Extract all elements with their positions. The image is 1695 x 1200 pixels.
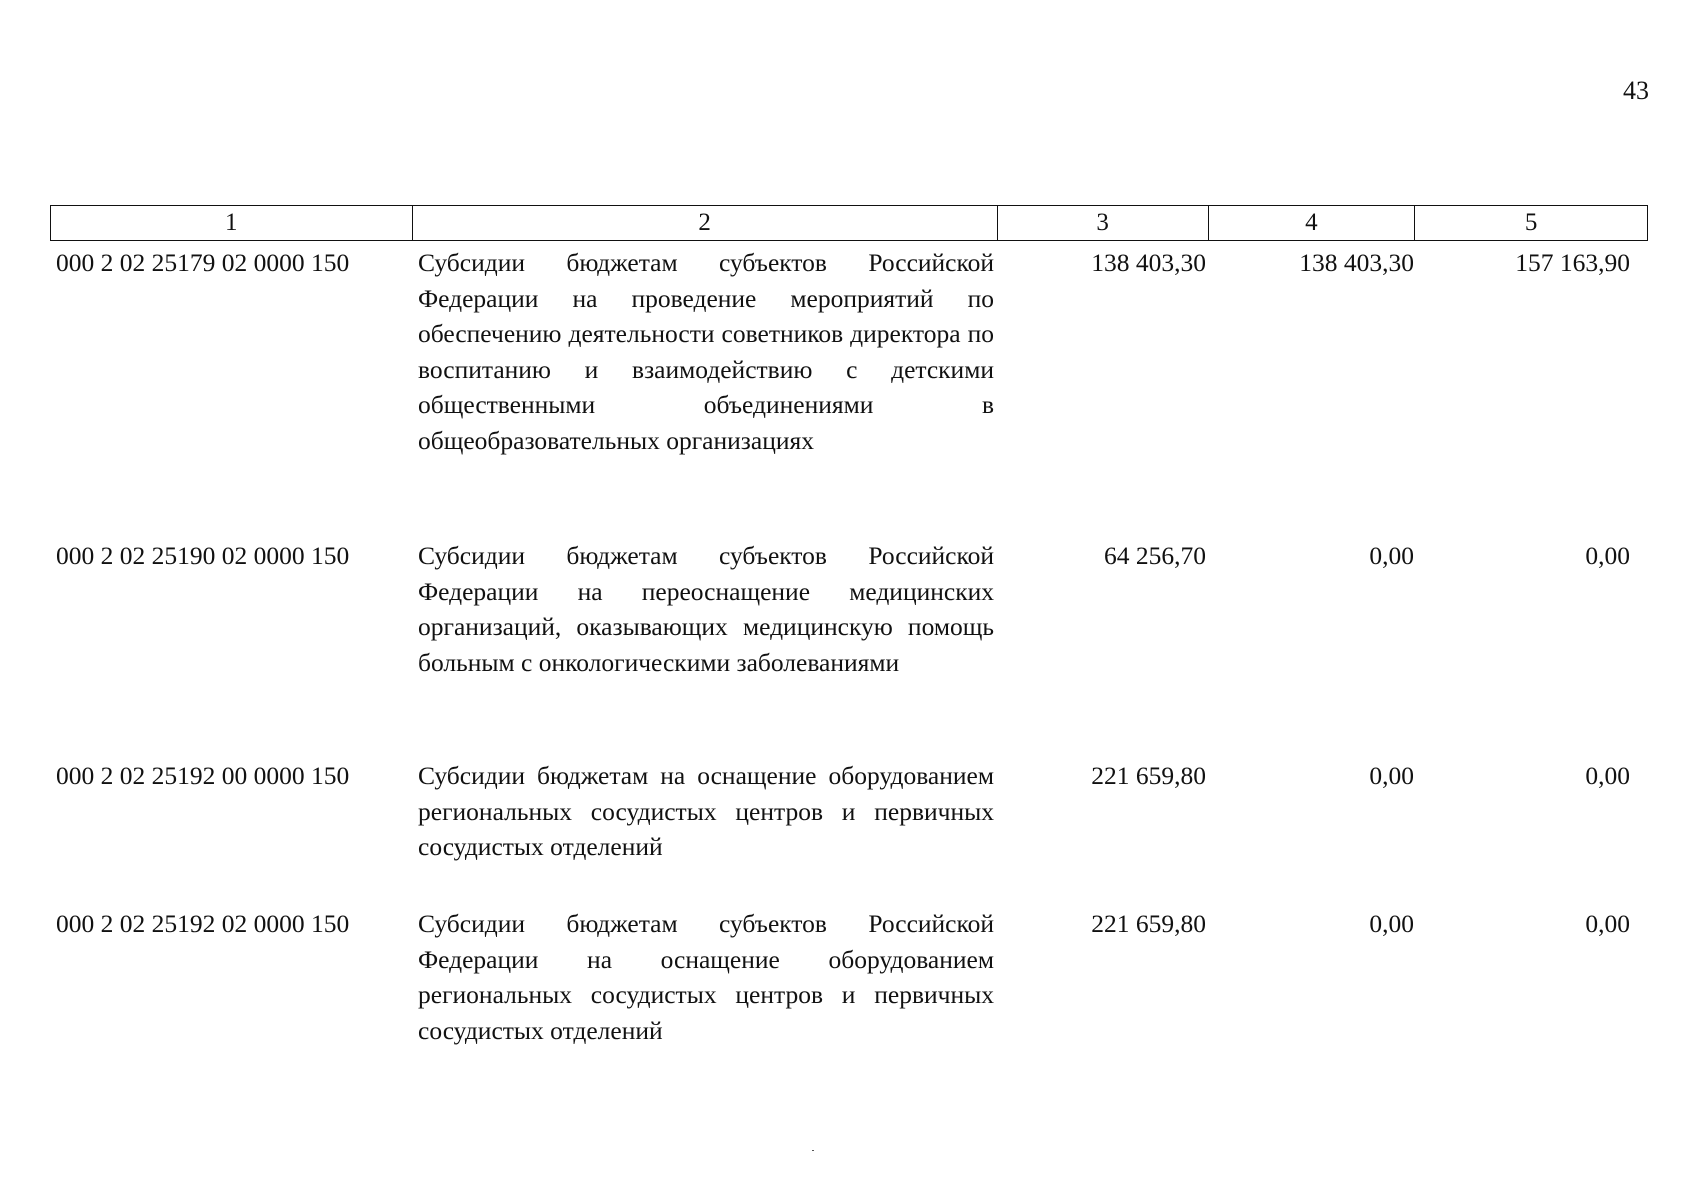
row-value-col4: 0,00 [1369,761,1414,790]
scan-dot-mark [812,1150,814,1151]
row-value-col5: 157 163,90 [1515,248,1630,277]
row-description: Субсидии бюджетам субъектов Российской Федерации на переоснащение медицинских организаций, оказывающих медицинскую помощь больным с онкологическими заболеваниями [418,541,994,677]
table-header [50,205,1648,241]
row-code: 000 2 02 25192 00 0000 150 [56,761,350,790]
row-value-col3: 64 256,70 [1104,541,1206,570]
row-description: Субсидии бюджетам на оснащение оборудованием региональных сосудистых центров и первичных сосудистых отделений [418,761,994,861]
row-code: 000 2 02 25192 02 0000 150 [56,909,350,938]
header-col-1: 1 [51,206,413,240]
row-value-col5: 0,00 [1585,761,1630,790]
row-code: 000 2 02 25179 02 0000 150 [56,248,350,277]
row-value-col3: 138 403,30 [1091,248,1206,277]
header-col-3: 3 [998,206,1209,240]
header-col-5: 5 [1524,209,1538,236]
row-code: 000 2 02 25190 02 0000 150 [56,541,350,570]
header-col-2: 2 [413,206,998,240]
row-value-col3: 221 659,80 [1091,909,1206,938]
row-value-col4: 138 403,30 [1299,248,1414,277]
row-description: Субсидии бюджетам субъектов Российской Федерации на оснащение оборудованием региональных сосудистых центров и первичных сосудистых отделений [418,909,994,1045]
row-value-col4: 0,00 [1369,909,1414,938]
row-value-col5: 0,00 [1585,909,1630,938]
page-number: 43 [1623,76,1649,105]
row-value-col4: 0,00 [1369,541,1414,570]
header-col-4: 4 [1209,206,1416,240]
row-description: Субсидии бюджетам субъектов Российской Федерации на проведение мероприятий по обеспечению деятельности советников директора по воспитанию и взаимодействию с детскими общественными объединениями в общеобразовательных организациях [418,248,994,455]
row-value-col5: 0,00 [1585,541,1630,570]
row-value-col3: 221 659,80 [1091,761,1206,790]
